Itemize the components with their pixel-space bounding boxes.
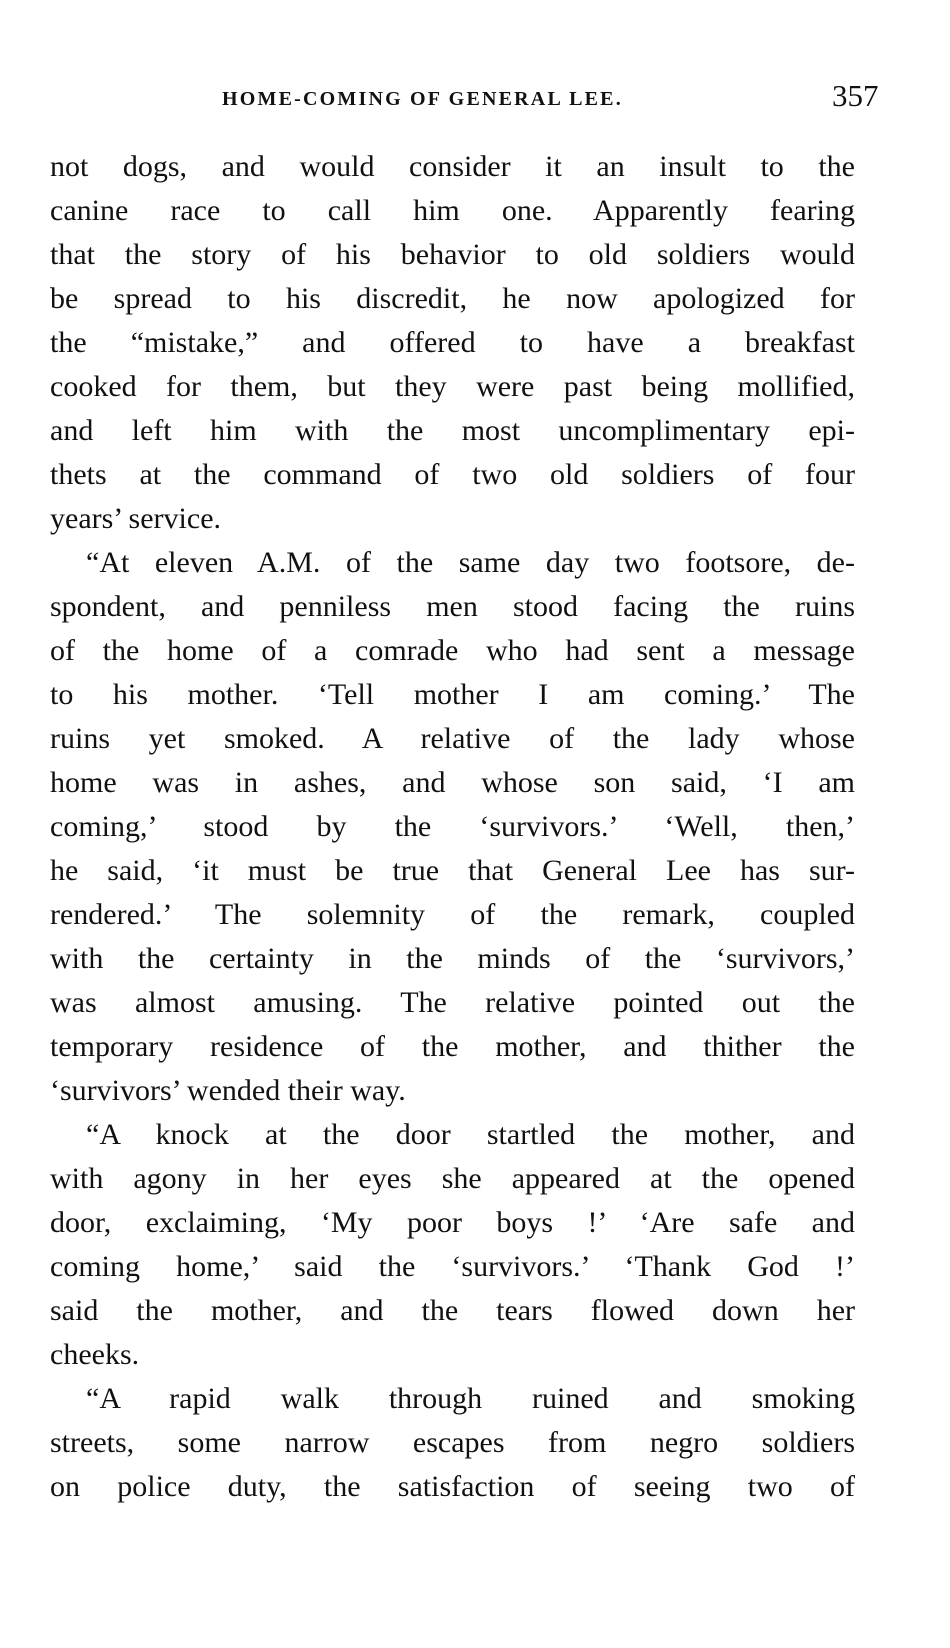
text-line: home was in ashes, and whose son said, ‘I am: [50, 766, 855, 799]
text-line: spondent, and penniless men stood facing the ruins: [50, 590, 855, 623]
text-line: thets at the command of two old soldiers of four: [50, 458, 855, 491]
text-line: ruins yet smoked. A relative of the lady whose: [50, 722, 855, 755]
text-line: with agony in her eyes she appeared at the opened: [50, 1162, 855, 1195]
text-line: streets, some narrow escapes from negro soldiers: [50, 1426, 855, 1459]
text-line: ‘survivors’ wended their way.: [50, 1074, 406, 1107]
text-line: said the mother, and the tears flowed down her: [50, 1294, 855, 1327]
text-line: coming,’ stood by the ‘survivors.’ ‘Well, then,’: [50, 810, 855, 843]
text-line: rendered.’ The solemnity of the remark, coupled: [50, 898, 855, 931]
text-line: on police duty, the satisfaction of seeing two of: [50, 1470, 855, 1503]
running-title: HOME-COMING OF GENERAL LEE.: [222, 88, 623, 110]
text-line: the “mistake,” and offered to have a breakfast: [50, 326, 855, 359]
text-line: be spread to his discredit, he now apologized for: [50, 282, 855, 315]
text-line: temporary residence of the mother, and thither the: [50, 1030, 855, 1063]
text-line: canine race to call him one. Apparently fearing: [50, 194, 855, 227]
text-line: of the home of a comrade who had sent a message: [50, 634, 855, 667]
text-line: cooked for them, but they were past being mollified,: [50, 370, 855, 403]
text-line: with the certainty in the minds of the ‘survivors,’: [50, 942, 855, 975]
text-line: and left him with the most uncomplimentary epi-: [50, 414, 855, 447]
text-line: not dogs, and would consider it an insult to the: [50, 150, 855, 183]
text-line: he said, ‘it must be true that General Lee has sur-: [50, 854, 855, 887]
text-line: coming home,’ said the ‘survivors.’ ‘Thank God !’: [50, 1250, 855, 1283]
text-line: was almost amusing. The relative pointed out the: [50, 986, 855, 1019]
text-line: door, exclaiming, ‘My poor boys !’ ‘Are safe and: [50, 1206, 855, 1239]
text-line: years’ service.: [50, 502, 222, 535]
text-line: to his mother. ‘Tell mother I am coming.’ The: [50, 678, 855, 711]
page-number: 357: [832, 78, 879, 113]
text-line: that the story of his behavior to old soldiers would: [50, 238, 855, 271]
text-line: cheeks.: [50, 1338, 140, 1371]
text-line: “A knock at the door startled the mother, and: [86, 1118, 855, 1151]
text-line: “At eleven A.M. of the same day two footsore, de-: [86, 546, 855, 579]
running-head: [0, 78, 950, 118]
text-line: “A rapid walk through ruined and smoking: [86, 1382, 855, 1415]
